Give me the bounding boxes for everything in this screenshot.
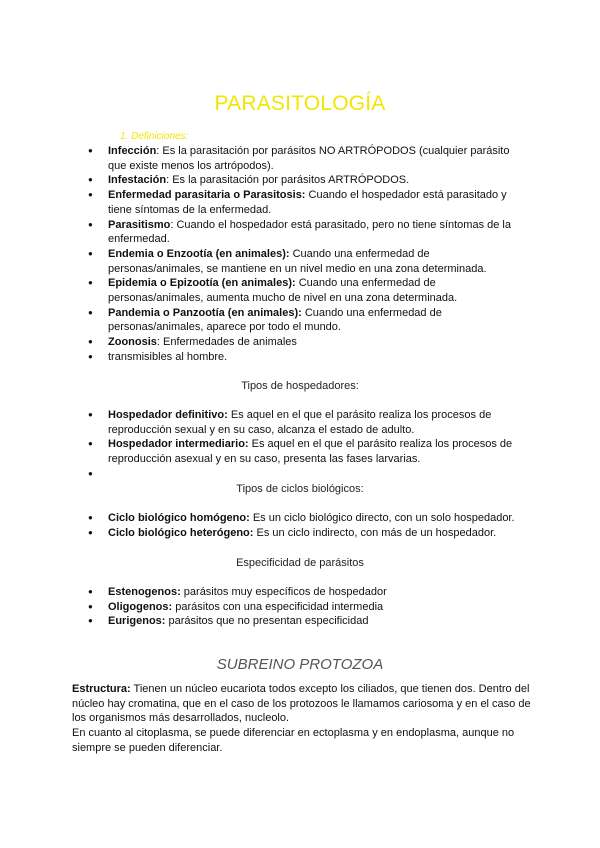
definiciones-list <box>88 144 528 365</box>
hospedadores-list <box>88 408 528 482</box>
list-item: ● Estenogenos: parásitos muy específicos de hospedador <box>88 585 528 600</box>
list-item: ● Parasitismo: Cuando el hospedador está parasitado, pero no tiene síntomas de la enfermedad. <box>88 218 528 247</box>
definiciones-label: 1. Definiciones: <box>120 131 189 142</box>
page-title: PARASITOLOGÍA <box>214 92 386 115</box>
list-item: ● Infección: Es la parasitación por parásitos NO ARTRÓPODOS (cualquier parásito que existe menos los artrópodos). <box>88 144 528 173</box>
list-item: ● Zoonosis: Enfermedades de animales <box>88 335 528 350</box>
list-item: ● transmisibles al hombre. <box>88 350 528 365</box>
list-item: ● Hospedador intermediario: Es aquel en el que el parásito realiza los procesos de reproducción asexual y en su caso, presenta las fases larvarias. <box>88 437 528 466</box>
list-item: ● Endemia o Enzootía (en animales): Cuando una enfermedad de personas/animales, se mantiene en un nivel medio en una zona determinada. <box>88 247 528 276</box>
especificidad-heading: Especificidad de parásitos <box>236 557 364 569</box>
list-item: ● Ciclo biológico homógeno: Es un ciclo biológico directo, con un solo hospedador. <box>88 511 528 526</box>
hospedadores-heading: Tipos de hospedadores: <box>241 380 359 392</box>
list-item <box>88 467 528 482</box>
list-item: ● Eurigenos: parásitos que no presentan especificidad <box>88 614 528 629</box>
list-item: ● Infestación: Es la parasitación por parásitos ARTRÓPODOS. <box>88 173 528 188</box>
list-item: ● Epidemia o Epizootía (en animales): Cuando una enfermedad de personas/animales, aumenta mucho de nivel en una zona determinada. <box>88 276 528 305</box>
section-title: SUBREINO PROTOZOA <box>216 656 384 673</box>
especificidad-list <box>88 585 528 629</box>
ciclos-list <box>88 511 528 540</box>
citoplasma-text: En cuanto al citoplasma, se puede diferenciar en ectoplasma y en endoplasma, aunque no siempre se pueden diferenciar. <box>72 727 515 754</box>
list-item: ● Enfermedad parasitaria o Parasitosis: Cuando el hospedador está parasitado y tiene síntomas de la enfermedad. <box>88 188 528 217</box>
list-item: ● Hospedador definitivo: Es aquel en el que el parásito realiza los procesos de reproducción sexual y en su caso, alcanza el estado de adulto. <box>88 408 528 437</box>
list-item: ● Oligogenos: parásitos con una especificidad intermedia <box>88 600 528 615</box>
ciclos-heading: Tipos de ciclos biológicos: <box>236 483 364 495</box>
estructura-text: Estructura: Tienen un núcleo eucariota todos excepto los ciliados, que tienen dos. Dentro del núcleo hay cromatina, que en el caso de los protozoos le llamamos cariosoma y en el caso de los organismos más desarrollados, nucleolo. <box>72 683 531 725</box>
estructura-paragraph <box>72 682 532 756</box>
list-item: ● Ciclo biológico heterógeno: Es un ciclo indirecto, con más de un hospedador. <box>88 526 528 541</box>
list-item: ● Pandemia o Panzootía (en animales): Cuando una enfermedad de personas/animales, aparece por todo el mundo. <box>88 306 528 335</box>
